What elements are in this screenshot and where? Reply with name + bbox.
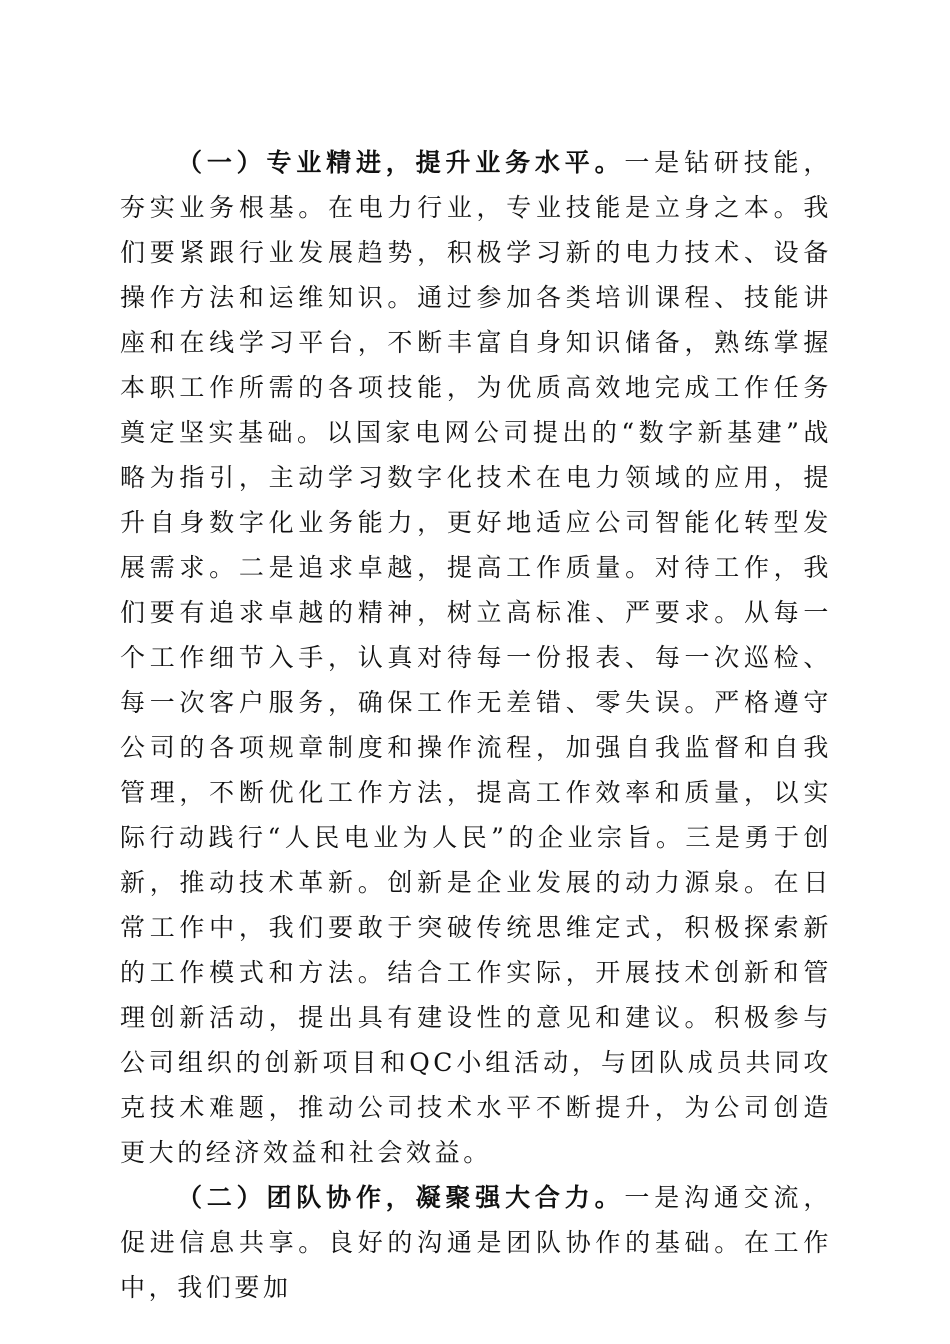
paragraph-1-heading: （一）专业精进，提升业务水平。 <box>177 148 625 177</box>
document-body <box>120 140 832 1310</box>
paragraph-2-heading: （二）团队协作，凝聚强大合力。 <box>177 1183 625 1212</box>
paragraph-1-text: 一是钻研技能，夯实业务根基。在电力行业，专业技能是立身之本。我们要紧跟行业发展趋势，积极学习新的电力技术、设备操作方法和运维知识。通过参加各类培训课程、技能讲座和在线学习平台，不断丰富自身知识储备，熟练掌握本职工作所需的各项技能，为优质高效地完成工作任务奠定坚实基础。以国家电网公司提出的“数字新基建”战略为指引，主动学习数字化技术在电力领域的应用，提升自身数字化业务能力，更好地适应公司智能化转型发展需求。二是追求卓越，提高工作质量。对待工作，我们要有追求卓越的精神，树立高标准、严要求。从每一个工作细节入手，认真对待每一份报表、每一次巡检、每一次客户服务，确保工作无差错、零失误。严格遵守公司的各项规章制度和操作流程，加强自我监督和自我管理，不断优化工作方法，提高工作效率和质量，以实际行动践行“人民电业为人民”的企业宗旨。三是勇于创新，推动技术革新。创新是企业发展的动力源泉。在日常工作中，我们要敢于突破传统思维定式，积极探索新的工作模式和方法。结合工作实际，开展技术创新和管理创新活动，提出具有建设性的意见和建议。积极参与公司组织的创新项目和QC小组活动，与团队成员共同攻克技术难题，推动公司技术水平不断提升，为公司创造更大的经济效益和社会效益。 <box>120 148 832 1167</box>
paragraph-1 <box>120 140 832 1175</box>
paragraph-2-text: 一是沟通交流，促进信息共享。良好的沟通是团队协作的基础。在工作中，我们要加 <box>120 1183 832 1302</box>
paragraph-2 <box>120 1175 832 1310</box>
